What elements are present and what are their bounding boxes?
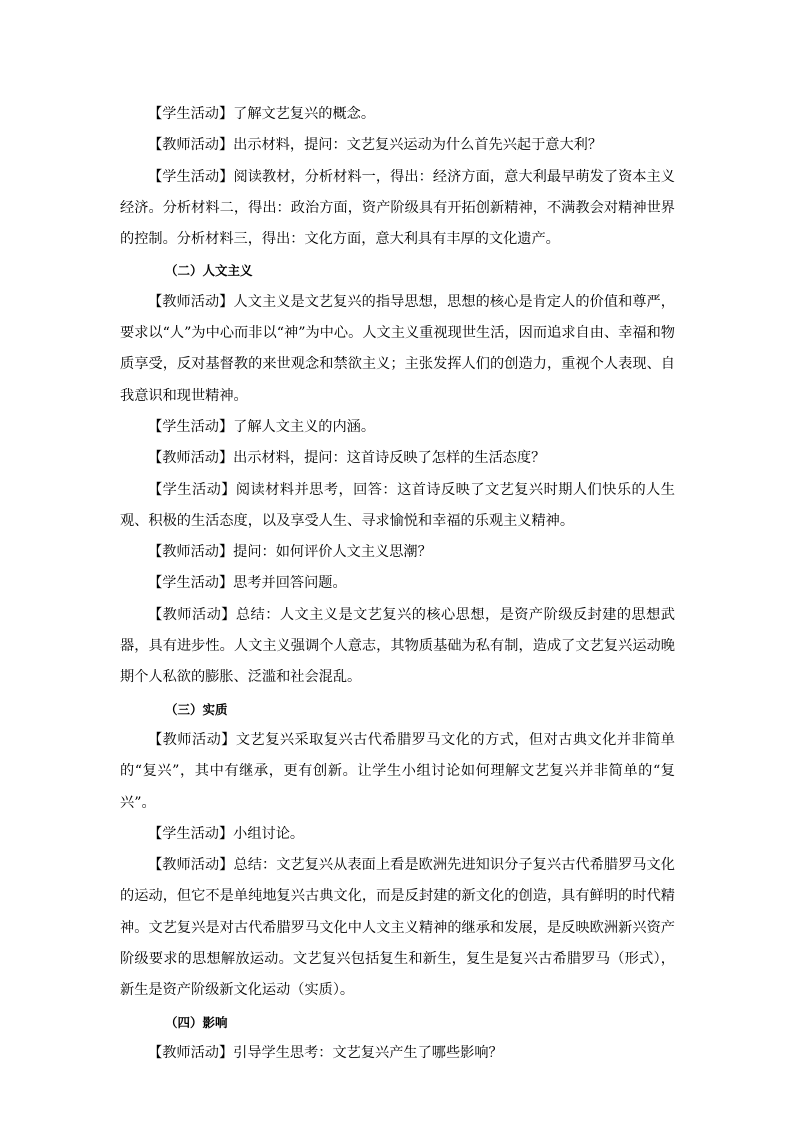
document-body xyxy=(120,99,675,1069)
section-heading-influence: （四）影响 xyxy=(165,1014,228,1030)
paragraph-student-activity-6: 【学生活动】小组讨论。 xyxy=(148,825,305,842)
section-heading-essence: （三）实质 xyxy=(165,701,228,717)
paragraph-teacher-activity-2: 【教师活动】人文主义是文艺复兴的指导思想，思想的核心是肯定人的价值和尊严，要求以“人”为中心而非以“神”为中心。人文主义重视现世生活，因而追求自由、幸福和物质享受，反对基督教的来世观念和禁欲主义；主张发挥人们的创造力，重视个人表现、自我意识和现世精神。 xyxy=(120,293,675,404)
paragraph-teacher-activity-8: 【教师活动】引导学生思考：文艺复兴产生了哪些影响？ xyxy=(148,1044,503,1061)
paragraph-teacher-activity-4: 【教师活动】提问：如何评价人文主义思潮？ xyxy=(148,544,432,561)
paragraph-student-activity-3: 【学生活动】了解人文主义的内涵。 xyxy=(148,418,376,435)
paragraph-teacher-activity-1: 【教师活动】出示材料，提问：文艺复兴运动为什么首先兴起于意大利？ xyxy=(148,137,603,154)
paragraph-student-activity-4: 【学生活动】阅读材料并思考，回答：这首诗反映了文艺复兴时期人们快乐的人生观、积极的生活态度，以及享受人生、寻求愉悦和幸福的乐观主义精神。 xyxy=(120,481,675,529)
section-heading-humanism: （二）人文主义 xyxy=(165,263,253,279)
paragraph-student-activity-5: 【学生活动】思考并回答问题。 xyxy=(148,575,347,592)
paragraph-teacher-activity-5: 【教师活动】总结：人文主义是文艺复兴的核心思想，是资产阶级反封建的思想武器，具有进步性。人文主义强调个人意志，其物质基础为私有制，造成了文艺复兴运动晚期个人私欲的膨胀、泛滥和社会混乱。 xyxy=(120,606,675,686)
paragraph-teacher-activity-7: 【教师活动】总结：文艺复兴从表面上看是欧洲先进知识分子复兴古代希腊罗马文化的运动，但它不是单纯地复兴古典文化，而是反封建的新文化的创造，具有鲜明的时代精神。文艺复兴是对古代希腊罗马文化中人文主义精神的继承和发展，是反映欧洲新兴资产阶级要求的思想解放运动。文艺复兴包括复生和新生，复生是复兴古希腊罗马（形式），新生是资产阶级新文化运动（实质）。 xyxy=(120,857,675,999)
paragraph-teacher-activity-6: 【教师活动】文艺复兴采取复兴古代希腊罗马文化的方式，但对古典文化并非简单的“复兴”，其中有继承，更有创新。让学生小组讨论如何理解文艺复兴并非简单的“复兴”。 xyxy=(120,731,675,811)
paragraph-student-activity-1: 【学生活动】了解文艺复兴的概念。 xyxy=(148,106,376,122)
paragraph-teacher-activity-3: 【教师活动】出示材料，提问：这首诗反映了怎样的生活态度？ xyxy=(148,450,546,467)
paragraph-student-activity-2: 【学生活动】阅读教材，分析材料一，得出：经济方面，意大利最早萌发了资本主义经济。分析材料二，得出：政治方面，资产阶级具有开拓创新精神，不满教会对精神世界的控制。分析材料三，得出：文化方面，意大利具有丰厚的文化遗产。 xyxy=(120,168,675,248)
